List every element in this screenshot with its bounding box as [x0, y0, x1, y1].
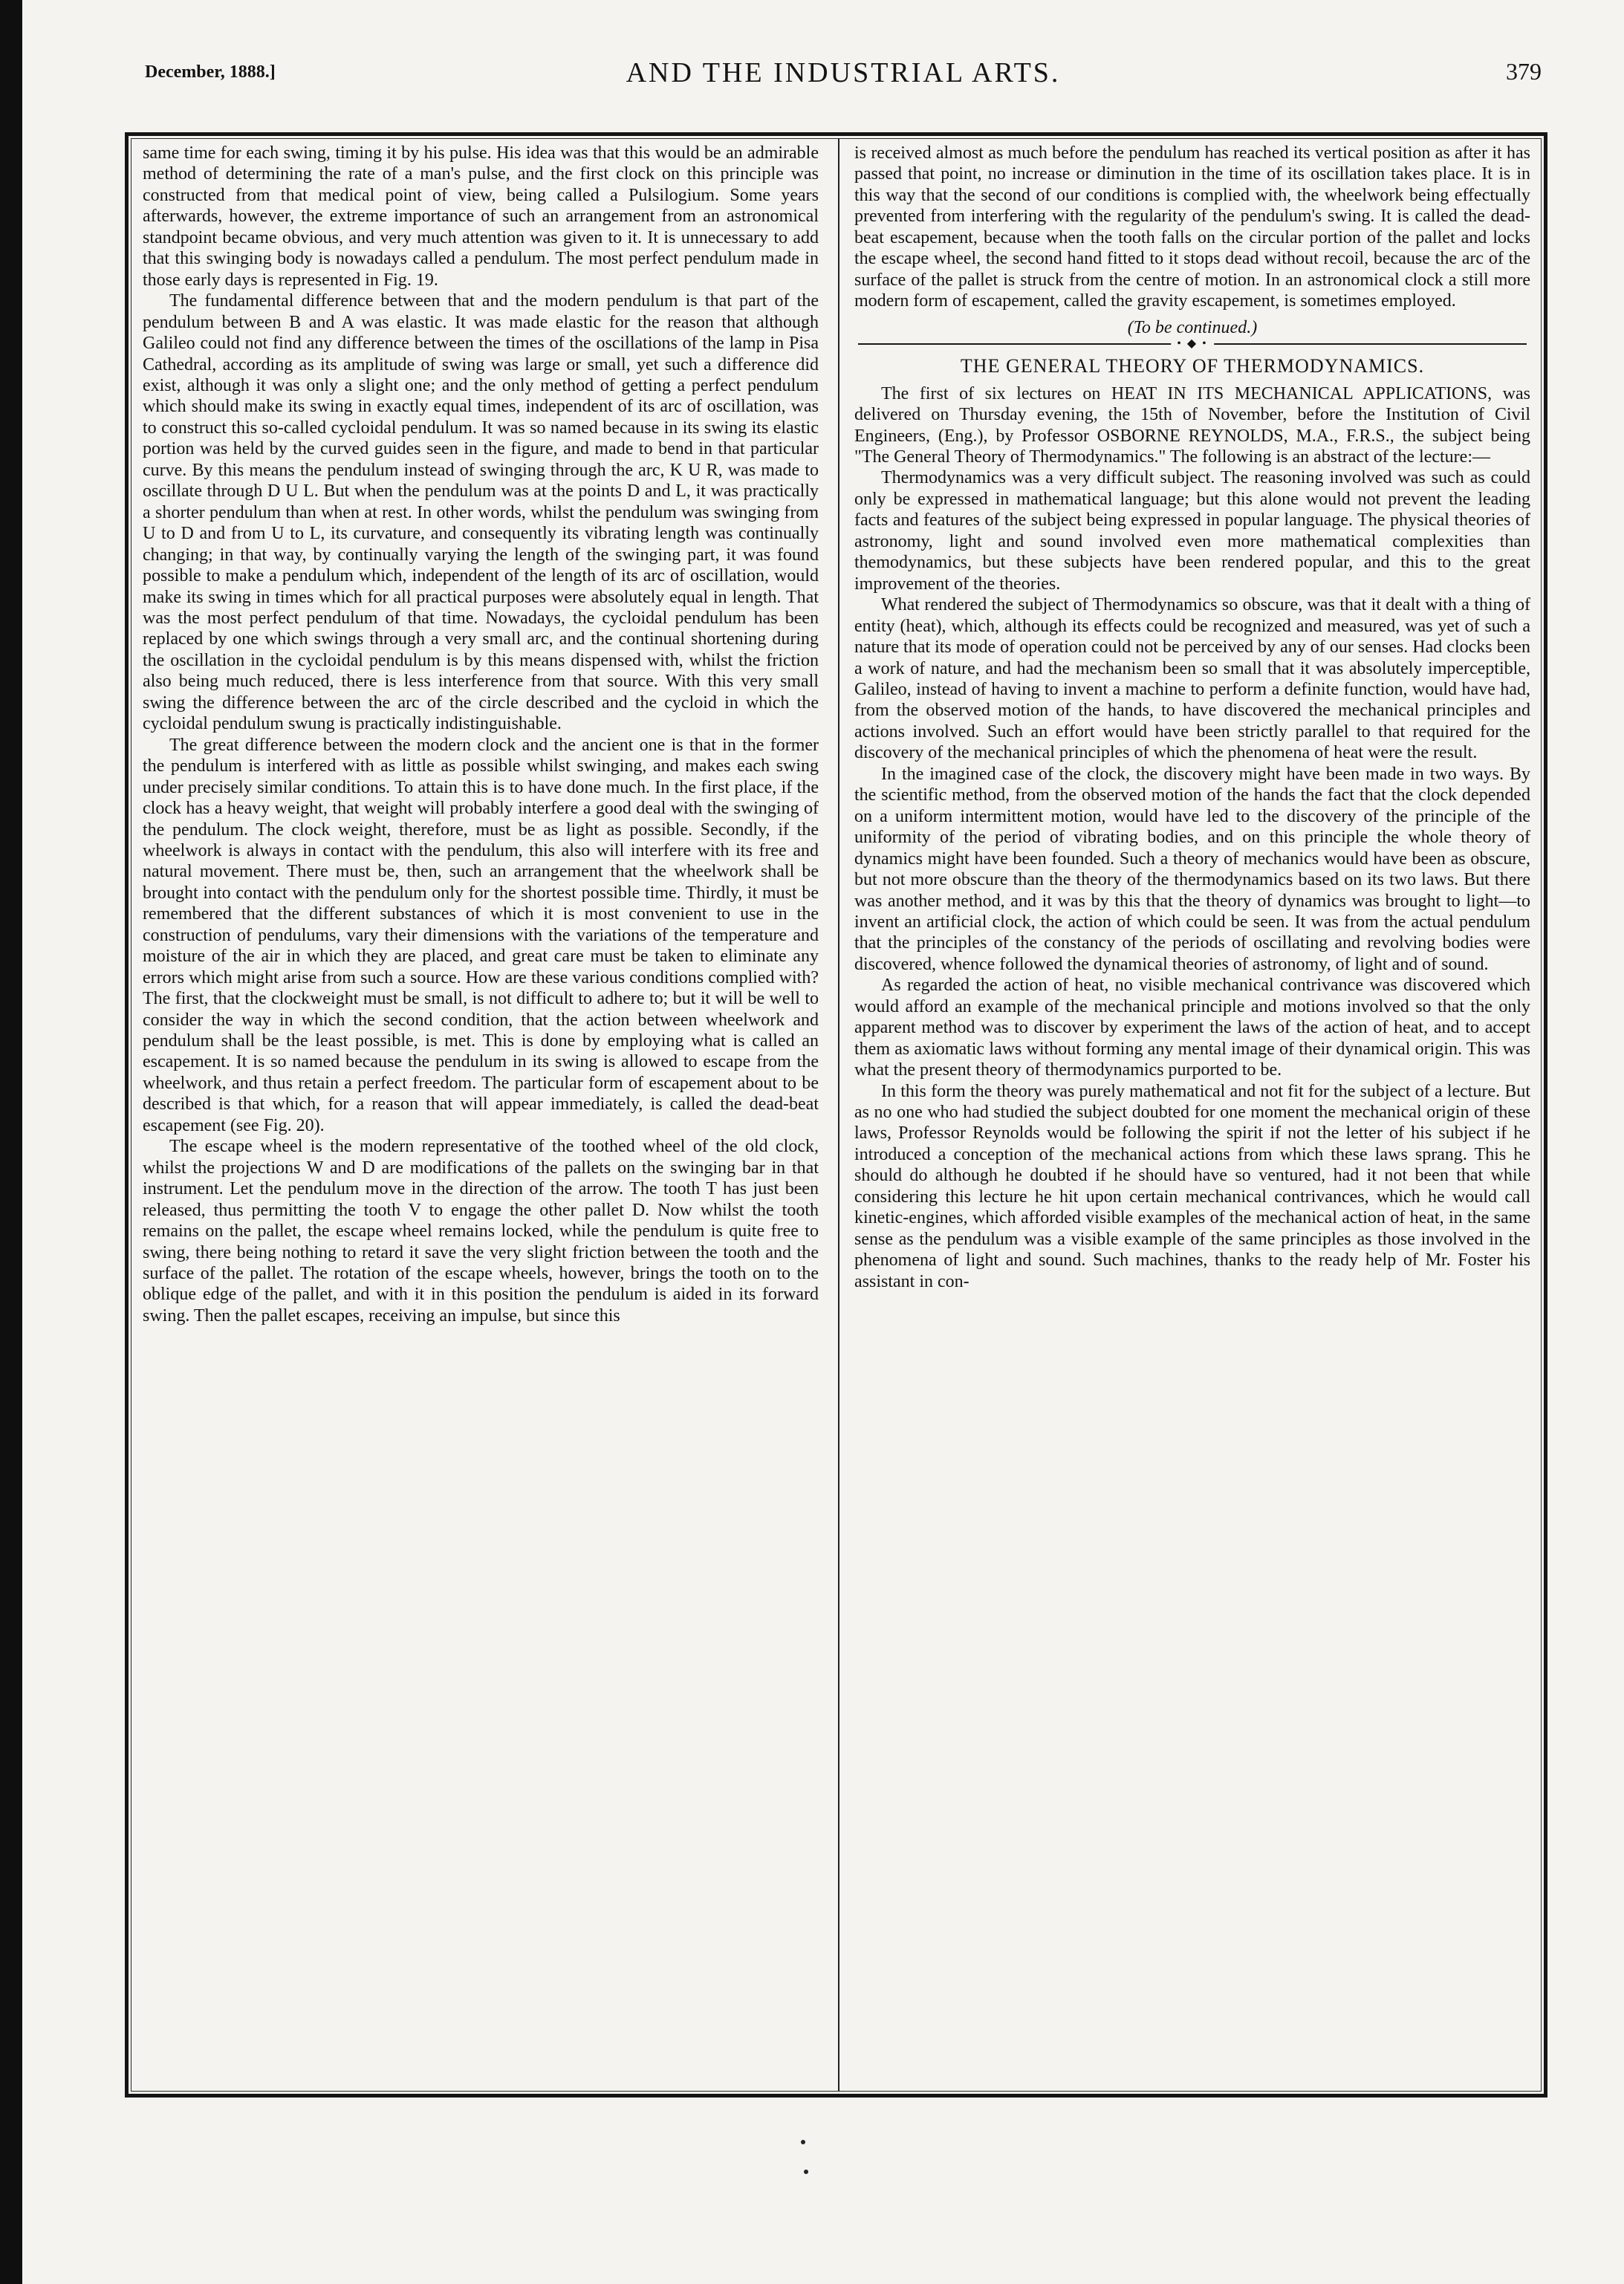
separator-ornament: • ◆ • — [1171, 337, 1214, 351]
article-paragraph: Thermodynamics was a very difficult subject. The reasoning involved was such as could only be expressed in mathematical language; but this alone would not prevent the leading facts and features of the subject being expressed in popular language. The physical theories of astronomy, light and sound involved even more mathematical complexities than themodynamics, but these subjects have been rendered popular, and this to the great improvement of the theories. — [854, 468, 1530, 594]
right-intro-paragraph: is received almost as much before the pendulum has reached its vertical position as after it has passed that point, no increase or diminution in the time of its oscillation takes place. It is in this way that the second of our conditions is complied with, the wheelwork being effectually prevented from interfering with the regularity of the pendulum's swing. It is called the dead-beat escapement, because when the tooth falls on the circular portion of the pallet and locks the escape wheel, the second hand fitted to it stops dead without recoil, because the arc of the surface of the pallet is struck from the centre of motion. In an astronomical clock a still more modern form of escapement, called the gravity escapement, is sometimes employed. — [854, 143, 1530, 311]
header-title: AND THE INDUSTRIAL ARTS. — [626, 57, 1061, 88]
header-date: December, 1888.] — [145, 62, 276, 82]
binding-edge — [0, 0, 22, 2284]
left-column — [143, 143, 819, 2074]
column-rule — [838, 138, 839, 2092]
print-speck — [801, 2140, 805, 2144]
right-column — [854, 143, 1530, 2074]
page-number: 379 — [1506, 58, 1542, 85]
print-speck — [804, 2170, 808, 2174]
running-header — [145, 52, 1542, 97]
left-paragraph: same time for each swing, timing it by his pulse. His idea was that this would be an admirable method of determining the rate of a man's pulse, and the first clock on this principle was constructed from that medical point of view, being called a Pulsilogium. Some years afterwards, however, the extreme importance of such an arrangement from an astronomical standpoint became obvious, and very much attention was given to it. It is unnecessary to add that this swinging body is nowadays called a pendulum. The most perfect pendulum made in those early days is represented in Fig. 19. — [143, 143, 819, 290]
continued-note: (To be continued.) — [1127, 317, 1258, 337]
left-paragraph: The great difference between the modern clock and the ancient one is that in the former the pendulum is interfered with as little as possible whilst swinging, and makes each swing under precisely similar conditions. To attain this is to have done much. In the first place, if the clock has a heavy weight, that weight will probably interfere a good deal with the swinging of the pendulum. The clock weight, therefore, must be as light as possible. Secondly, if the wheelwork is always in contact with the pendulum, this also will interfere with its free and natural movement. There must be, then, such an arrangement that the wheelwork shall be brought into contact with the pendulum only for the shortest possible time. Thirdly, it must be remembered that the different substances of which it is most convenient to use in the construction of pendulums, vary their dimensions with the variations of the temperature and moisture of the air in which they are placed, and great care must be taken to eliminate any errors which might arise from such a source. How are these various conditions complied with? The first, that the clockweight must be small, is not difficult to adhere to; but it will be well to consider the way in which the second condition, that the action between wheelwork and pendulum shall be the least possible, is met. This is done by employing what is called an escapement. It is so named because the pendulum in its swing is allowed to escape from the wheelwork, and thus retain a perfect freedom. The particular form of escapement about to be described is that which, for a reason that will appear immediately, is called the dead-beat escapement (see Fig. 20). — [143, 735, 819, 1135]
left-paragraph: The escape wheel is the modern representative of the toothed wheel of the old clock, whilst the projections W and D are modifications of the pallets on the swinging bar in that instrument. Let the pendulum move in the direction of the arrow. The tooth T has just been released, thus permitting the tooth V to engage the other pallet D. Now whilst the tooth remains on the pallet, the escape wheel remains locked, while the pendulum is quite free to swing, there being nothing to retard it save the very slight friction between the tooth and the surface of the pallet. The rotation of the escape wheels, however, brings the tooth on to the oblique edge of the pallet, and with it in this position the pendulum is aided in its forward swing. Then the pallet escapes, receiving an impulse, but since this — [143, 1137, 819, 1326]
left-paragraph: The fundamental difference between that and the modern pendulum is that part of the pendulum between B and A was elastic. It was made elastic for the reason that although Galileo could not find any difference between the times of the oscillations of the lamp in Pisa Cathedral, according as its amplitude of swing was large or small, yet such a difference did exist, although it was only a slight one; and the only method of getting a perfect pendulum which should make its swing in exactly equal times, independent of its arc of oscillation, was to construct this so-called cycloidal pendulum. It was so named because in its swing its elastic portion was held by the curved guides seen in the figure, and made to bend in that particular curve. By this means the pendulum instead of swinging through the arc, K U R, was made to oscillate through D U L. But when the pendulum was at the points D and L, it was practically a shorter pendulum than when at rest. In other words, whilst the pendulum was swinging from U to D and from U to L, its curvature, and consequently its vibrating length was continually changing; in that way, by continually varying the length of the swinging part, it was found possible to make a pendulum which, independent of the length of its arc of oscillation, would make its swing in times which for all practical purposes were absolutely equal in length. That was the most perfect pendulum of that time. Nowadays, the cycloidal pendulum has been replaced by one which swings through a very small arc, and the continual shortening during the oscillation in the cycloidal pendulum is by this means dispensed with, whilst the friction also being much reduced, there is less interference from that source. With this very small swing the difference between the arc of the circle described and the cycloid in which the cycloidal pendulum swung is practically indistinguishable. — [143, 291, 819, 734]
article-paragraph: What rendered the subject of Thermodynamics so obscure, was that it dealt with a thing of entity (heat), which, although its effects could be recognized and measured, was yet of such a nature that its mode of operation could not be perceived by any of our senses. Had clocks been a work of nature, and had the mechanism been so small that it was absolutely imperceptible, Galileo, instead of having to invent a machine to perform a definite function, would have had, from the observed motion of the hands, to have discovered the mechanical principles and actions involved. Such an effort would have been strictly parallel to that required for the discovery of the mechanical principles of which the phenomena of heat were the result. — [854, 595, 1530, 763]
article-paragraph: In the imagined case of the clock, the discovery might have been made in two ways. By the scientific method, from the observed motion of the hands the fact that the clock depended on a uniform intermittent motion, would have led to the discovery of the principle of the uniformity of the period of vibrating bodies, and on this principle the whole theory of dynamics might have been founded. Such a theory of mechanics would have been as obscure, but not more obscure than the theory of the thermodynamics based on its two laws. But there was another method, and it was by this that the theory of dynamics was brought to light—to invent an artificial clock, the action of which could be seen. It was from the actual pendulum that the principles of the constancy of the periods of oscillating and revolving bodies were discovered, whence followed the dynamical theories of astronomy, of light and of sound. — [854, 764, 1530, 974]
article-paragraph: The first of six lectures on HEAT IN ITS MECHANICAL APPLICATIONS, was delivered on Thursday evening, the 15th of November, before the Institution of Civil Engineers, (Eng.), by Professor OSBORNE REYNOLDS, M.A., F.R.S., the subject being "The General Theory of Thermodynamics." The following is an abstract of the lecture:— — [854, 383, 1530, 467]
article-paragraph: In this form the theory was purely mathematical and not fit for the subject of a lecture. But as no one who had studied the subject doubted for one moment the mechanical origin of these laws, Professor Reynolds would be following the spirit if not the letter of his subject if he introduced a conception of the mechanical actions from which these laws sprang. This he should do although he doubted if he should have so ventured, had it not been that while considering this lecture he hit upon certain mechanical contrivances, which he would call kinetic-engines, which afforded visible examples of the mechanical action of heat, in the same sense as the pendulum was a visible example of the same principles as those involved in the phenomena of light and sound. Such machines, thanks to the ready help of Mr. Foster his assistant in con- — [854, 1081, 1530, 1291]
article-heading: THE GENERAL THEORY OF THERMODYNAMICS. — [960, 354, 1425, 377]
article-paragraph: As regarded the action of heat, no visible mechanical contrivance was discovered which would afford an example of the mechanical principle and motions involved so that the only apparent method was to discover by experiment the laws of the action of heat, and to accept them as axiomatic laws without forming any mental image of their dynamical origin. This was what the present theory of thermodynamics purported to be. — [854, 976, 1530, 1080]
article-separator — [858, 337, 1527, 350]
